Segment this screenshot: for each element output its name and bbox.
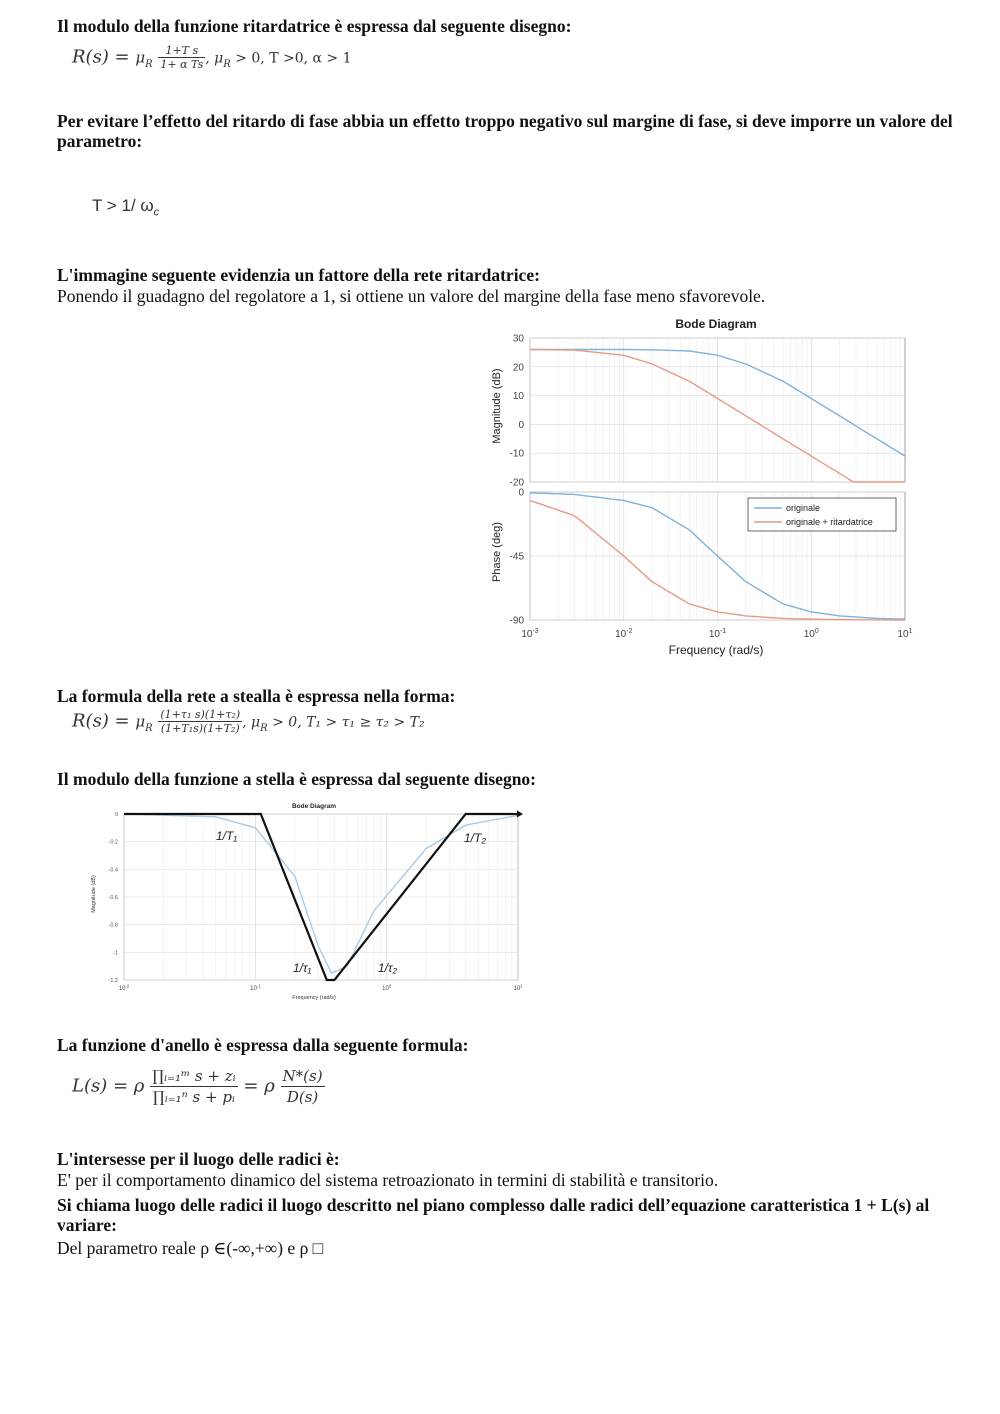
heading-definizione-luogo: Si chiama luogo delle radici il luogo descritto nel piano complesso dalle radici dell’equazione caratteristica 1 + L(s) al variare: — [57, 1195, 930, 1235]
bode2-ytick: -0.6 — [108, 895, 118, 901]
bode1-mag-ytick: 20 — [512, 362, 524, 374]
bode2-ytick: 0 — [114, 812, 118, 818]
legend-label-originale: originale — [786, 503, 821, 513]
bode1-mag-ytick: -10 — [509, 448, 524, 460]
annotation-1-T2: 1/T₂ — [464, 831, 486, 845]
bode1-phase-ytick: 0 — [518, 487, 524, 499]
bode2-xtick: $10^{-2}$ — [118, 983, 130, 992]
paragraph-guadagno: Ponendo il guadagno del regolatore a 1, si ottiene un valore del margine della fase meno sfavorevole. — [57, 286, 766, 306]
bode1-mag-ytick: 10 — [512, 391, 524, 403]
bode2-xtick: $10^0$ — [382, 983, 392, 992]
bode1-mag-ytick: -20 — [509, 477, 524, 489]
bode1-xtick: $10^{-2}$ — [615, 628, 633, 640]
bode1-xtick: $10^{-3}$ — [521, 628, 539, 640]
bode2-ytick: -1.2 — [108, 978, 118, 984]
bode1-title: Bode Diagram — [675, 317, 757, 331]
bode-diagram-stella — [88, 798, 528, 1008]
heading-modulo-ritardatrice: Il modulo della funzione ritardatrice è espressa dal seguente disegno: — [57, 16, 572, 36]
bode1-xtick: $10^1$ — [897, 628, 913, 640]
bode1-xlabel: Frequency (rad/s) — [668, 643, 764, 657]
bode2-ylabel: Magnitude (dB) — [91, 875, 97, 913]
bode2-xtick: $10^{-1}$ — [250, 983, 261, 992]
bode1-ylabel-phase: Phase (deg) — [491, 522, 503, 582]
bode2-xlabel: Frequency (rad/s) — [292, 995, 336, 1001]
bode1-mag-ytick: 30 — [512, 333, 524, 345]
formula-ritardatrice: $R(s) = \mu_R$ $\frac{\text{1+T s}}{\text{1+ α Ts}}$ , $\mu_R > 0$, T >0, α > 1 — [72, 44, 352, 71]
heading-ritardo-fase: Per evitare l’effetto del ritardo di fase abbia un effetto troppo negativo sul margine di fase, si deve imporre un valore del parametro: — [57, 111, 953, 151]
heading-luogo-radici: L'intersesse per il luogo delle radici è: — [57, 1149, 340, 1169]
heading-rete-stella: La formula della rete a stealla è espressa nella forma: — [57, 686, 456, 706]
bode2-xtick: $10^1$ — [513, 983, 523, 992]
annotation-1-tau1: 1/τ₁ — [293, 961, 312, 975]
bode2-ytick: -0.8 — [108, 922, 118, 929]
paragraph-parametro: Del parametro reale ρ ∈(-∞,+∞) e ρ □ — [57, 1238, 324, 1258]
heading-funzione-stella: Il modulo della funzione a stella è espressa dal seguente disegno: — [57, 769, 537, 789]
bode2-arrowhead — [517, 811, 523, 818]
bode1-legend — [748, 498, 896, 531]
formula-rete-stella: $R(s) = \mu_R$ $\frac{\text{(1+τ₁ s)(1+τ₂)}}{\text{(1+T₁s)(1+T₂)}}$ , $\mu_R > 0$, T₁ > τ₁ ≥ τ₂ > T₂ — [72, 708, 425, 735]
formula-T-condition: T > 1/ $\omega_c$ — [92, 196, 160, 219]
bode1-mag-ytick: 0 — [518, 419, 524, 431]
annotation-1-T1: 1/T₁ — [216, 829, 238, 843]
annotation-1-tau2: 1/τ₂ — [378, 961, 398, 975]
bode1-xtick: $10^0$ — [803, 628, 819, 640]
bode-diagram-ritardatrice — [480, 310, 920, 665]
bode2-title: Bode Diagram — [291, 803, 337, 810]
bode1-ylabel-magnitude: Magnitude (dB) — [491, 368, 503, 444]
heading-fattore-rete: L'immagine seguente evidenzia un fattore della rete ritardatrice: — [57, 265, 540, 285]
paragraph-comportamento: E' per il comportamento dinamico del sistema retroazionato in termini di stabilità e transitorio. — [57, 1170, 719, 1190]
heading-funzione-anello: La funzione d'anello è espressa dalla seguente formula: — [57, 1035, 469, 1055]
formula-funzione-anello: L(s) = ρ $\frac{\text{∏ᵢ₌₁ᵐ s + zᵢ}}{\text{∏ᵢ₌₁ⁿ s + pᵢ}}$ = ρ $\frac{N*(s)}{D(s)}$ — [72, 1067, 323, 1106]
legend-label-ritardatrice: originale + ritardatrice — [786, 517, 873, 527]
bode1-phase-ytick: -90 — [509, 615, 524, 627]
bode1-xtick: $10^{-1}$ — [708, 628, 727, 640]
bode1-phase-ytick: -45 — [509, 551, 524, 563]
bode2-ytick: -0.4 — [108, 867, 118, 874]
bode2-ytick: -1 — [113, 950, 118, 957]
bode2-ytick: -0.2 — [108, 839, 118, 846]
